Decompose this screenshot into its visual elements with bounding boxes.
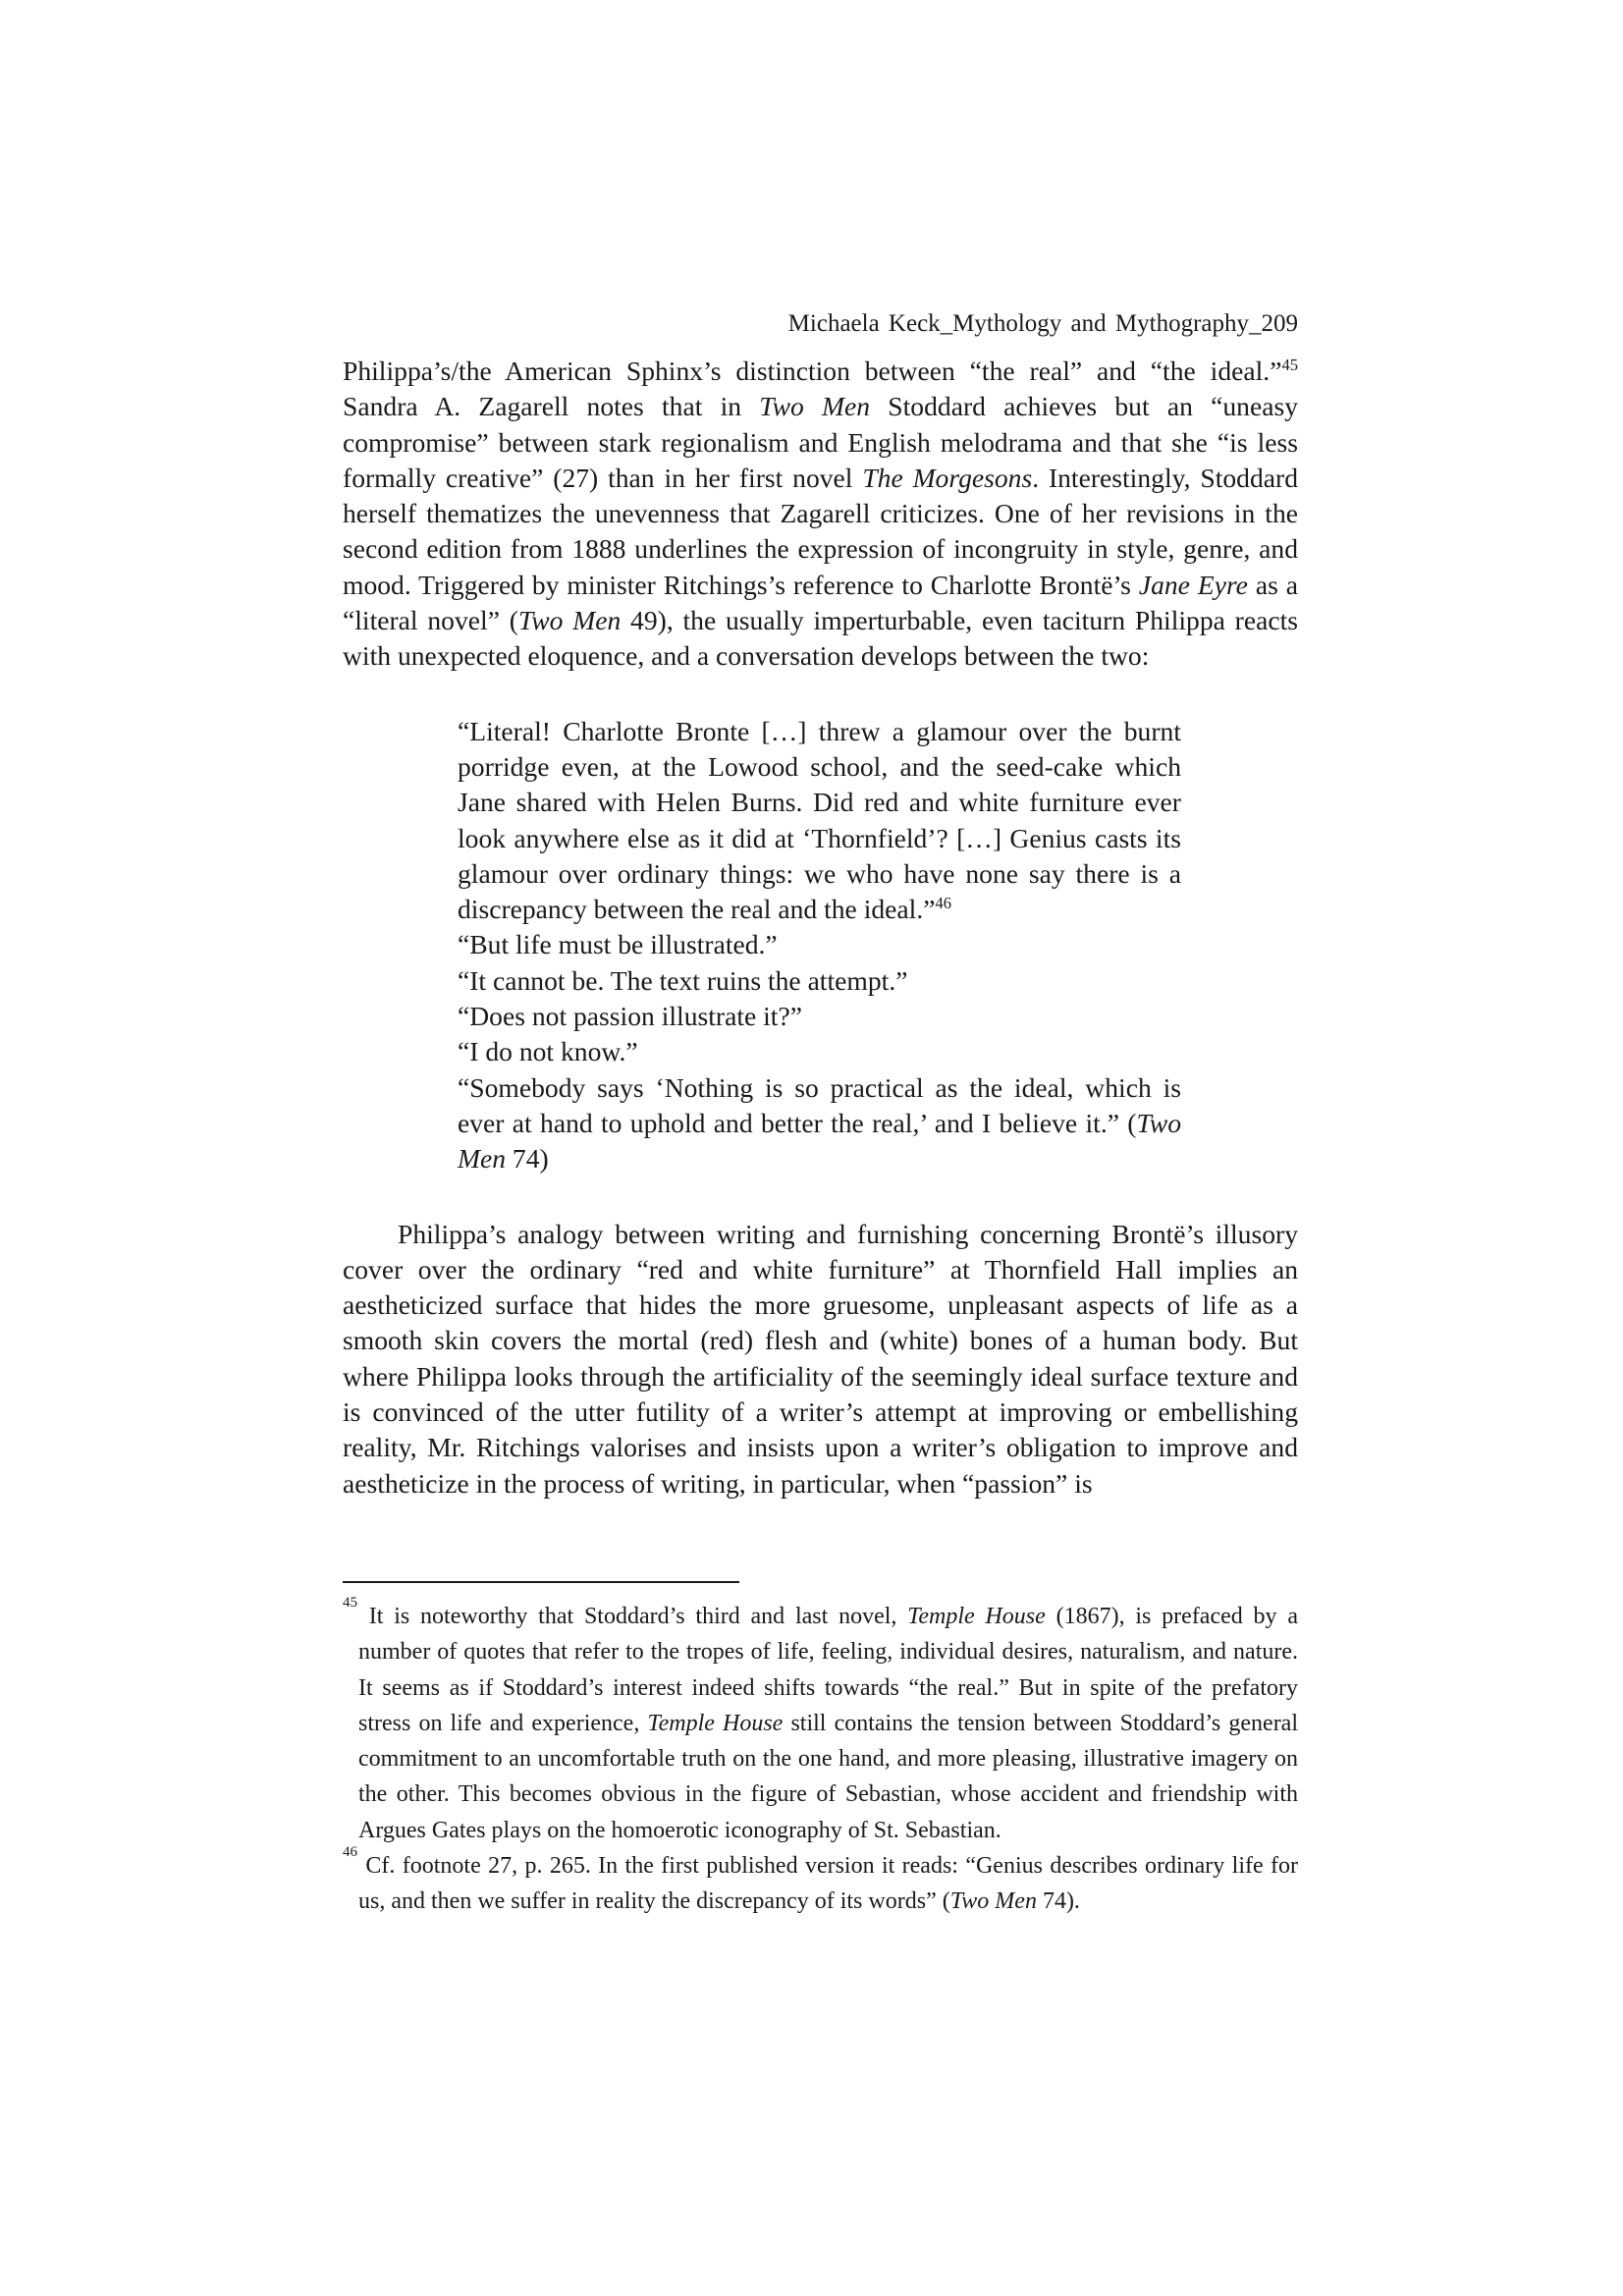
- footnotes: [343, 1595, 1299, 1920]
- text-run: Cf. footnote 27, p. 265. In the first published version it reads: “Genius describes ordinary life for us, and then we suffer in reality the discrepancy of its words” (: [358, 1853, 1298, 1915]
- text-run: Stoddard achieves but an “uneasy compromise” between stark regionalism and English melodrama and that she “is less formally creative” (27) than in her first novel: [343, 391, 1298, 493]
- italic-title: Temple House: [907, 1604, 1046, 1629]
- italic-title: Two Men: [517, 605, 622, 636]
- text-run: . Interestingly, Stoddard herself thematizes the unevenness that Zagarell criticizes. One of her revisions in the second edition from 1888 underlines the expression of incongruity in style, genre, and mood. Triggered by minister Ritchings’s reference to Charlotte Brontë’s: [343, 462, 1298, 600]
- text-run: still contains the tension between Stoddard’s general commitment to an uncomfortable truth on the one hand, and more pleasing, illustrative imagery on the other. This becomes obvious in the figure of Sebastian, whose accident and friendship with Argues Gates plays on the homoerotic iconography of St. Sebastian.: [358, 1710, 1299, 1843]
- footnote-ref-46[interactable]: 46: [935, 893, 952, 912]
- footnote-46: [343, 1844, 1298, 1920]
- text-run: Sandra A. Zagarell notes that in: [343, 391, 760, 422]
- quote-line: [458, 714, 1181, 928]
- text-run: 74).: [1036, 1888, 1080, 1915]
- text-run: “Somebody says ‘Nothing is so practical as the ideal, which is ever at hand to uphold and better the real,’ and I believe it.” (: [458, 1071, 1181, 1138]
- text-run: Philippa’s/the American Sphinx’s distinction between “the real” and “the ideal.”: [343, 355, 1282, 386]
- italic-title: Two Men: [949, 1888, 1037, 1915]
- text-run: “Literal! Charlotte Bronte […] threw a glamour over the burnt porridge even, at the Lowood school, and the seed-cake which Jane shared with Helen Burns. Did red and white furniture ever look anywhere else as it did at ‘Thornfield’? […] Genius casts its glamour over ordinary things: we who have none say there is a discrepancy between the real and the ideal.”: [458, 715, 1181, 925]
- paragraph-2: Philippa’s analogy between writing and furnishing concerning Brontë’s illusory cover over the ordinary “red and white furniture” at Thornfield Hall implies an aestheticized surface that hides the more gruesome, unpleasant aspects of life as a smooth skin covers the mortal (red) flesh and (white) bones of a human body. But where Philippa looks through the artificiality of the seemingly ideal surface texture and is convinced of the utter futility of a writer’s attempt at improving or embellishing reality, Mr. Ritchings valorises and insists upon a writer’s obligation to improve and aestheticize in the process of writing, in particular, when “passion” is: [343, 1218, 1298, 1499]
- quote-line: “I do not know.”: [458, 1036, 638, 1067]
- footnote-mark: 45: [343, 1595, 357, 1611]
- footnote-45: [343, 1595, 1299, 1848]
- italic-title: Two Men: [458, 1107, 1181, 1175]
- footnote-body: [358, 1599, 1298, 1848]
- block-quote: [458, 714, 1181, 1177]
- italic-title: Two Men: [759, 391, 871, 422]
- quote-line: “It cannot be. The text ruins the attempt.”: [458, 964, 908, 996]
- italic-title: The Morgesons: [862, 462, 1033, 493]
- italic-title: Temple House: [647, 1710, 784, 1736]
- text-run: (1867), is prefaced by a number of quotes that refer to the tropes of life, feeling, individual desires, naturalism, and nature. It seems as if Stoddard’s interest indeed shifts towards “the real.” But in spite of the prefatory stress on life and experience,: [358, 1604, 1299, 1736]
- quote-line: “But life must be illustrated.”: [458, 929, 778, 960]
- quote-line: “Does not passion illustrate it?”: [458, 1001, 802, 1032]
- italic-title: Jane Eyre: [1138, 569, 1248, 600]
- text-run: as a “literal novel” (: [343, 569, 1298, 636]
- text-run: It is noteworthy that Stoddard’s third and last novel,: [368, 1604, 908, 1629]
- footnote-mark: 46: [343, 1844, 357, 1861]
- main-text: [343, 354, 1298, 1502]
- paragraph-1: [343, 354, 1298, 675]
- text-run: 74): [506, 1143, 549, 1175]
- quote-line: [458, 1070, 1181, 1177]
- running-head: Michaela Keck_Mythology and Mythography_209: [787, 310, 1298, 337]
- footnote-separator: [343, 1581, 739, 1583]
- footnote-body: [358, 1848, 1298, 1920]
- footnote-ref-45[interactable]: 45: [1281, 355, 1298, 374]
- text-run: 49), the usually imperturbable, even taciturn Philippa reacts with unexpected eloquence, and a conversation develops between the two:: [343, 605, 1298, 672]
